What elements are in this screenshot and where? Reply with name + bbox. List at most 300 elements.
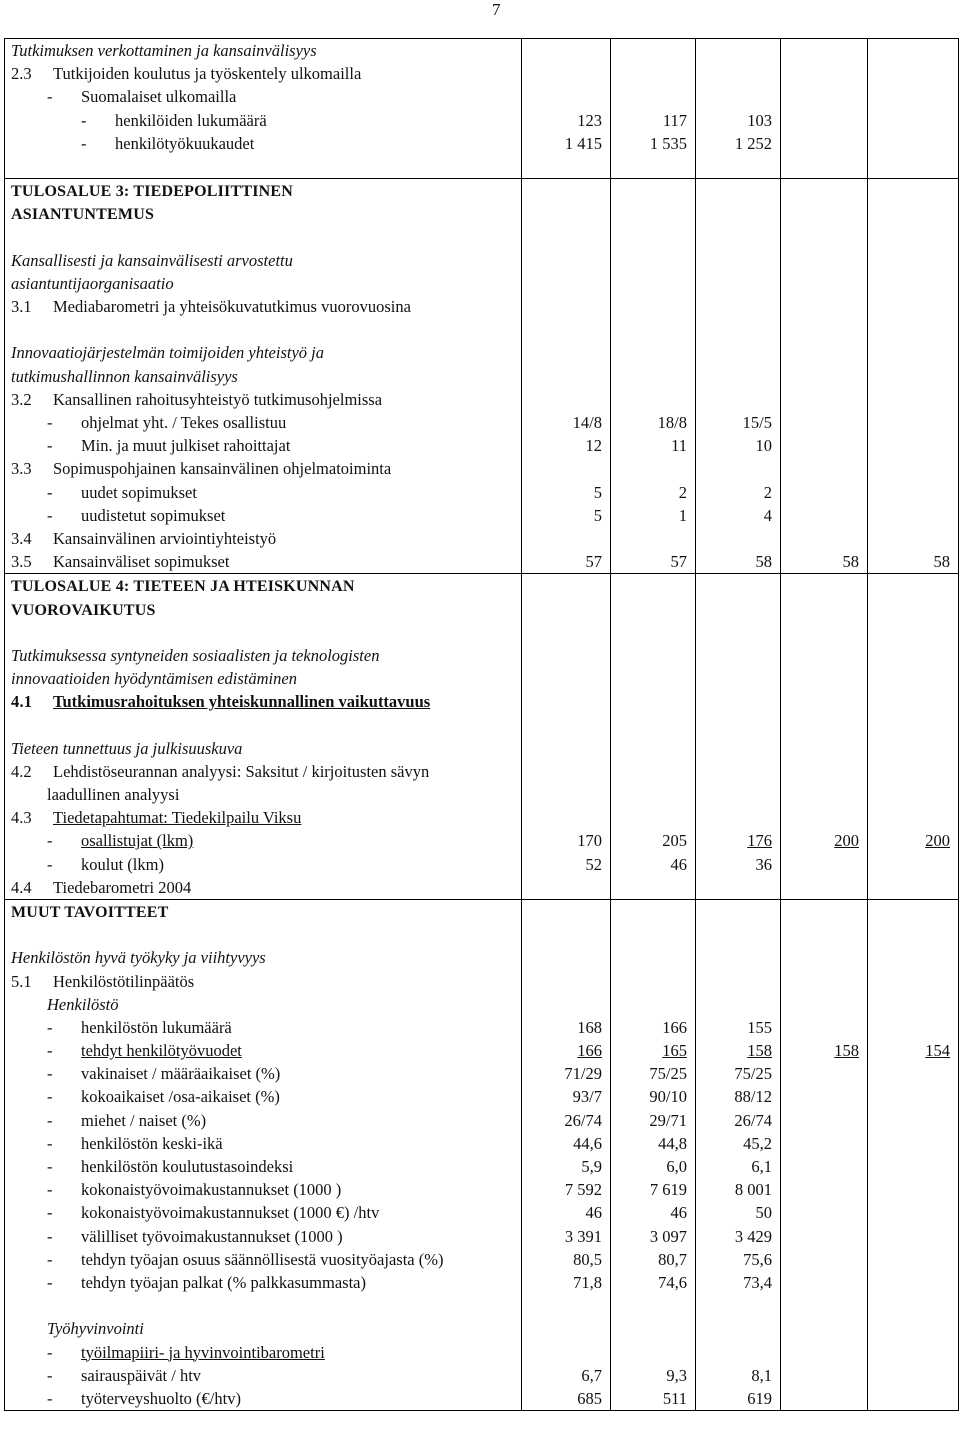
label-line (5, 574, 521, 597)
value-line (781, 109, 867, 132)
bullet-dash: - (47, 1041, 53, 1061)
value-line (781, 621, 867, 644)
value-line (696, 923, 780, 946)
value-cell (781, 899, 868, 1410)
value: 57 (670, 552, 687, 572)
value-line (868, 760, 958, 783)
label-line (5, 527, 521, 550)
value-line (868, 853, 958, 876)
item-label: Kansallinen rahoitusyhteistyö tutkimusohjelmissa (53, 389, 383, 409)
value-line (781, 598, 867, 621)
value-line (868, 876, 958, 899)
value: 58 (755, 552, 772, 572)
value-line (611, 341, 695, 364)
value: 5 (593, 482, 602, 502)
value-line (522, 876, 610, 899)
value-line (696, 341, 780, 364)
bullet-dash: - (47, 1017, 53, 1037)
value-cell (611, 899, 696, 1410)
value-line (522, 829, 610, 852)
label-line (5, 1109, 521, 1132)
label-line (5, 388, 521, 411)
value-line (696, 179, 780, 202)
value-line (611, 62, 695, 85)
item-number: 3.3 (11, 459, 32, 479)
value-line (611, 829, 695, 852)
value-line (781, 737, 867, 760)
value-line (611, 970, 695, 993)
value-line (522, 1178, 610, 1201)
value-line (611, 574, 695, 597)
bullet-dash: - (47, 1203, 53, 1223)
value-line (611, 1155, 695, 1178)
label-line (5, 341, 521, 364)
table-section-row (5, 899, 959, 1410)
value-line (696, 1178, 780, 1201)
label-line (5, 621, 521, 644)
label-line (5, 1039, 521, 1062)
subheading: innovaatioiden hyödyntämisen edistäminen (11, 669, 297, 689)
value-line (868, 132, 958, 155)
value-line (522, 970, 610, 993)
value-line (781, 1248, 867, 1271)
label-line (5, 923, 521, 946)
value-line (696, 1294, 780, 1317)
item-label: Mediabarometri ja yhteisökuvatutkimus vuorovuosina (53, 297, 411, 317)
value: 166 (577, 1041, 602, 1061)
value-line (696, 806, 780, 829)
value: 75/25 (649, 1064, 687, 1084)
value-line (696, 737, 780, 760)
label-line (5, 504, 521, 527)
value: 46 (670, 854, 687, 874)
subheading: Tutkimuksen verkottaminen ja kansainvälisyys (11, 41, 317, 60)
item-label: Lehdistöseurannan analyysi: Saksitut / kirjoitusten sävyn (53, 761, 430, 781)
value-line (522, 341, 610, 364)
value-line (696, 1271, 780, 1294)
value-line (696, 644, 780, 667)
value-line (868, 527, 958, 550)
item-label: Kansainväliset sopimukset (53, 552, 230, 572)
value-line (696, 155, 780, 178)
label-cell (5, 179, 522, 574)
value-line (696, 1364, 780, 1387)
bullet-dash: - (47, 1180, 53, 1200)
value-line (696, 295, 780, 318)
value-line (611, 388, 695, 411)
value-line (522, 202, 610, 225)
value: 80,7 (658, 1249, 687, 1269)
value-line (696, 226, 780, 249)
section-heading: MUUT TAVOITTEET (11, 903, 169, 921)
value-line (522, 550, 610, 573)
value-line (868, 1062, 958, 1085)
value-line (611, 481, 695, 504)
value-line (696, 481, 780, 504)
value-line (696, 39, 780, 62)
value-line (868, 783, 958, 806)
value-line (611, 1271, 695, 1294)
value-line (611, 1109, 695, 1132)
value-line (522, 1201, 610, 1224)
value-line (611, 1178, 695, 1201)
value-line (781, 970, 867, 993)
value-line (696, 900, 780, 923)
value-cell (696, 179, 781, 574)
subheading: Tutkimuksessa syntyneiden sosiaalisten ja teknologisten (11, 645, 380, 665)
value: 4 (763, 505, 772, 525)
bullet-dash: - (47, 482, 53, 502)
value-line (868, 667, 958, 690)
label-line (5, 272, 521, 295)
value-line (611, 527, 695, 550)
value: 46 (585, 1203, 602, 1223)
label-line (5, 1294, 521, 1317)
value-line (868, 1039, 958, 1062)
value-cell (696, 899, 781, 1410)
label-line (5, 876, 521, 899)
value-line (611, 876, 695, 899)
value-line (781, 85, 867, 108)
value-line (696, 1109, 780, 1132)
value-line (611, 923, 695, 946)
value-line (522, 155, 610, 178)
item-label: vakinaiset / määräaikaiset (%) (81, 1064, 281, 1084)
value: 80,5 (573, 1249, 602, 1269)
value: 45,2 (743, 1133, 772, 1153)
value-line (781, 1364, 867, 1387)
value-line (522, 667, 610, 690)
value-line (522, 713, 610, 736)
value-line (611, 1201, 695, 1224)
value-line (781, 504, 867, 527)
value-line (868, 923, 958, 946)
bullet-dash: - (47, 854, 53, 874)
value-line (781, 318, 867, 341)
value-line (868, 1225, 958, 1248)
label-line (5, 1016, 521, 1039)
label-line (5, 900, 521, 923)
value-line (696, 550, 780, 573)
value-line (522, 226, 610, 249)
item-label: Kansainvälinen arviointiyhteistyö (53, 528, 277, 548)
label-line (5, 179, 521, 202)
value: 3 391 (564, 1226, 602, 1246)
label-cell (5, 39, 522, 179)
value-line (696, 598, 780, 621)
bullet-dash: - (47, 413, 53, 432)
value-line (868, 62, 958, 85)
value-line (696, 434, 780, 457)
value-line (696, 876, 780, 899)
value-line (522, 434, 610, 457)
value: 1 535 (649, 133, 687, 153)
value-line (868, 737, 958, 760)
value-line (781, 226, 867, 249)
value-line (781, 1201, 867, 1224)
bullet-dash: - (47, 87, 53, 107)
value-line (868, 1016, 958, 1039)
item-label: työterveyshuolto (€/htv) (81, 1388, 241, 1408)
value-line (868, 690, 958, 713)
label-line (5, 249, 521, 272)
bullet-dash: - (47, 831, 53, 851)
label-line (5, 598, 521, 621)
item-number: 2.3 (11, 64, 32, 84)
label-line (5, 550, 521, 573)
value-line (781, 202, 867, 225)
item-label: koulut (lkm) (81, 854, 164, 874)
value-line (781, 457, 867, 480)
value-line (868, 504, 958, 527)
value-line (868, 1201, 958, 1224)
value-line (868, 1387, 958, 1410)
label-line (5, 85, 521, 108)
label-line (5, 318, 521, 341)
value: 6,1 (751, 1157, 772, 1176)
performance-table (4, 38, 959, 1411)
label-line (5, 295, 521, 318)
label-line (5, 202, 521, 225)
table-section-row (5, 574, 959, 900)
value-line (868, 713, 958, 736)
item-label: Sopimuspohjainen kansainvälinen ohjelmatoiminta (53, 459, 392, 479)
value-line (781, 1225, 867, 1248)
value-cell (781, 39, 868, 179)
value-line (781, 993, 867, 1016)
value-line (868, 1178, 958, 1201)
value-line (611, 504, 695, 527)
value-line (522, 1109, 610, 1132)
value-line (781, 644, 867, 667)
value-line (522, 295, 610, 318)
bullet-dash: - (47, 1133, 53, 1153)
value-line (696, 85, 780, 108)
value-cell (696, 574, 781, 900)
value-line (696, 457, 780, 480)
value-line (868, 39, 958, 62)
value-line (781, 481, 867, 504)
value-line (611, 1039, 695, 1062)
value-cell (611, 179, 696, 574)
value-line (522, 481, 610, 504)
value: 685 (577, 1388, 602, 1408)
item-number: 3.4 (11, 528, 32, 548)
value-line (611, 621, 695, 644)
value: 6,7 (581, 1365, 602, 1385)
value-line (781, 876, 867, 899)
value-line (611, 318, 695, 341)
value: 57 (585, 552, 602, 572)
value-line (696, 109, 780, 132)
value-line (522, 1155, 610, 1178)
value-line (611, 202, 695, 225)
value-line (781, 574, 867, 597)
value-cell (868, 39, 959, 179)
value-line (868, 179, 958, 202)
label-line (5, 1387, 521, 1410)
value: 11 (671, 436, 687, 456)
value-line (781, 1341, 867, 1364)
value: 165 (662, 1041, 687, 1061)
value-line (781, 946, 867, 969)
item-label: laadullinen analyysi (47, 785, 180, 804)
value-cell (868, 179, 959, 574)
value-line (522, 900, 610, 923)
value-line (611, 690, 695, 713)
bullet-dash: - (81, 110, 87, 130)
value-line (611, 1341, 695, 1364)
bullet-dash: - (47, 1388, 53, 1408)
label-line (5, 737, 521, 760)
value-line (868, 272, 958, 295)
value-line (696, 690, 780, 713)
item-label: uudistetut sopimukset (81, 505, 226, 525)
value-line (522, 388, 610, 411)
value: 166 (662, 1017, 687, 1037)
value-line (522, 1225, 610, 1248)
value-line (868, 574, 958, 597)
value: 2 (678, 482, 687, 502)
value: 158 (747, 1041, 772, 1061)
value-line (868, 1294, 958, 1317)
value: 123 (577, 110, 602, 130)
label-line (5, 1341, 521, 1364)
value-line (868, 109, 958, 132)
item-label: työilmapiiri- ja hyvinvointibarometri (81, 1342, 325, 1362)
item-label: Tutkimusrahoituksen yhteiskunnallinen vaikuttavuus (53, 692, 431, 712)
value-line (696, 1085, 780, 1108)
value-line (868, 1132, 958, 1155)
value-line (696, 62, 780, 85)
label-line (5, 411, 521, 434)
value-line (696, 1132, 780, 1155)
item-label: Min. ja muut julkiset rahoittajat (81, 436, 291, 456)
value-line (781, 1155, 867, 1178)
value-line (522, 272, 610, 295)
value-line (522, 365, 610, 388)
item-label: Tiedebarometri 2004 (53, 877, 192, 897)
value-line (781, 1132, 867, 1155)
value-cell (522, 39, 611, 179)
value-line (522, 62, 610, 85)
value-line (696, 829, 780, 852)
value-cell (522, 179, 611, 574)
value-line (868, 829, 958, 852)
item-label: henkilöstön lukumäärä (81, 1017, 232, 1037)
item-label: Suomalaiset ulkomailla (81, 87, 237, 107)
value-line (522, 132, 610, 155)
subheading: asiantuntijaorganisaatio (11, 273, 174, 293)
value-line (611, 760, 695, 783)
bullet-dash: - (81, 133, 87, 153)
value-line (611, 1062, 695, 1085)
value-line (611, 1016, 695, 1039)
section-heading: ASIANTUNTEMUS (11, 206, 155, 224)
subheading: Tieteen tunnettuus ja julkisuuskuva (11, 738, 243, 758)
value-cell (868, 574, 959, 900)
value-line (868, 481, 958, 504)
label-line (5, 1201, 521, 1224)
value-line (696, 713, 780, 736)
value-line (868, 85, 958, 108)
value-line (522, 1039, 610, 1062)
label-line (5, 481, 521, 504)
item-label: henkilöiden lukumäärä (115, 110, 267, 130)
value: 10 (755, 436, 772, 456)
value-line (522, 993, 610, 1016)
value-line (611, 667, 695, 690)
value-line (868, 226, 958, 249)
value: 26/74 (564, 1110, 602, 1130)
value: 2 (763, 482, 772, 502)
value-line (611, 272, 695, 295)
value: 74,6 (658, 1272, 687, 1292)
value-line (611, 1225, 695, 1248)
bullet-dash: - (47, 1342, 53, 1362)
label-line (5, 970, 521, 993)
value-line (696, 1225, 780, 1248)
label-line (5, 62, 521, 85)
value-line (611, 644, 695, 667)
label-line (5, 783, 521, 806)
value-line (868, 970, 958, 993)
item-label: tehdyn työajan osuus säännöllisestä vuosityöajasta (%) (81, 1249, 444, 1269)
value-cell (522, 574, 611, 900)
value: 103 (747, 110, 772, 130)
label-line (5, 946, 521, 969)
value-line (781, 295, 867, 318)
value-line (781, 1317, 867, 1340)
item-number: 4.4 (11, 877, 32, 897)
table-section-row (5, 179, 959, 574)
section-heading: TULOSALUE 4: TIETEEN JA HTEISKUNNAN (11, 578, 355, 596)
value-line (696, 272, 780, 295)
value-line (696, 760, 780, 783)
value: 200 (925, 831, 950, 851)
value-line (522, 598, 610, 621)
value-line (781, 923, 867, 946)
value-line (611, 1294, 695, 1317)
value-line (781, 783, 867, 806)
value-cell (781, 574, 868, 900)
value-line (522, 39, 610, 62)
value-line (522, 411, 610, 434)
value-line (522, 737, 610, 760)
value-line (868, 249, 958, 272)
label-line (5, 457, 521, 480)
label-line (5, 1364, 521, 1387)
value-line (611, 1085, 695, 1108)
value-line (611, 85, 695, 108)
table-section-row (5, 39, 959, 179)
value-line (522, 621, 610, 644)
value: 14/8 (572, 413, 602, 432)
value-line (781, 155, 867, 178)
value-line (611, 434, 695, 457)
value-line (696, 970, 780, 993)
label-line (5, 155, 521, 178)
value-line (781, 1039, 867, 1062)
value-line (522, 853, 610, 876)
value: 12 (585, 436, 602, 456)
value: 205 (662, 831, 687, 851)
value: 52 (585, 854, 602, 874)
value-line (868, 1271, 958, 1294)
value-line (868, 806, 958, 829)
value-line (781, 900, 867, 923)
item-label: kokonaistyövoimakustannukset (1000 €) /htv (81, 1203, 380, 1223)
